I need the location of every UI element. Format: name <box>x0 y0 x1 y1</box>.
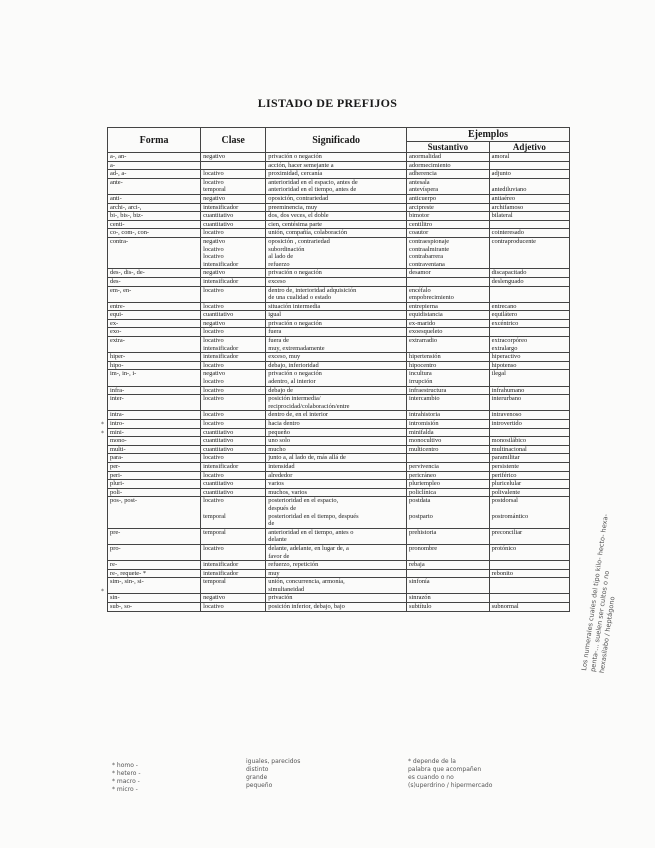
cell-sustantivo: hipertensión <box>407 353 490 362</box>
cell-significado: debajo de <box>266 386 407 395</box>
cell-adjetivo: intravenoso <box>489 411 569 420</box>
table-row <box>108 528 570 544</box>
cell-clase: locativo <box>201 454 266 463</box>
asterisk-mark: * <box>101 588 104 595</box>
prefix-table <box>107 127 570 612</box>
cell-significado: oposición , contrariedad subordinación al lado de refuerzo <box>266 237 407 268</box>
cell-significado: posición inferior, debajo, bajo <box>266 603 407 612</box>
page-title: LISTADO DE PREFIJOS <box>257 96 398 110</box>
cell-adjetivo: hiperactivo <box>489 353 569 362</box>
cell-adjetivo: antediluviano <box>489 178 569 194</box>
cell-adjetivo: pluricelular <box>489 480 569 489</box>
cell-clase: locativo <box>201 411 266 420</box>
cell-sustantivo: sinrazón <box>407 594 490 603</box>
table-row <box>108 302 570 311</box>
table-row <box>108 153 570 162</box>
cell-adjetivo: interurbano <box>489 395 569 411</box>
cell-adjetivo <box>489 220 569 229</box>
cell-adjetivo: polivalente <box>489 488 569 497</box>
handwritten-note-meanings: iguales, parecidos distinto grande pequeño <box>246 758 301 789</box>
cell-sustantivo: contraespionaje contraalmirante contrabarrera contraventana <box>407 237 490 268</box>
cell-significado: muchos, varios <box>266 488 407 497</box>
cell-adjetivo: persistente <box>489 462 569 471</box>
cell-forma: ex- <box>108 319 201 328</box>
cell-sustantivo: adherencia <box>407 170 490 179</box>
cell-adjetivo <box>489 286 569 302</box>
cell-sustantivo: postdata postparto <box>407 497 490 528</box>
cell-adjetivo: cointeresado <box>489 229 569 238</box>
cell-forma: a- <box>108 161 201 170</box>
table-row <box>108 361 570 370</box>
cell-sustantivo: minifalda <box>407 428 490 437</box>
cell-clase: locativo <box>201 302 266 311</box>
cell-forma: poli- <box>108 488 201 497</box>
cell-adjetivo <box>489 428 569 437</box>
cell-sustantivo: coautor <box>407 229 490 238</box>
cell-significado: proximidad, cercanía <box>266 170 407 179</box>
cell-forma: em-, en- <box>108 286 201 302</box>
cell-sustantivo: incultura irrupción <box>407 370 490 386</box>
table-row <box>108 337 570 353</box>
cell-significado: acción, hacer semejante a <box>266 161 407 170</box>
cell-sustantivo: policlínica <box>407 488 490 497</box>
cell-sustantivo: pervivencia <box>407 462 490 471</box>
cell-clase: cuantitativo <box>201 311 266 320</box>
cell-forma: contra- <box>108 237 201 268</box>
cell-sustantivo: intromisión <box>407 420 490 429</box>
header-ejemplos: Ejemplos <box>407 128 570 142</box>
cell-clase: cuantitativo <box>201 212 266 221</box>
cell-clase: cuantitativo <box>201 488 266 497</box>
cell-sustantivo: pluriempleo <box>407 480 490 489</box>
cell-clase: negativo <box>201 319 266 328</box>
header-adjetivo: Adjetivo <box>489 142 569 153</box>
cell-adjetivo: antiaéreo <box>489 194 569 203</box>
cell-sustantivo: monocultivo <box>407 437 490 446</box>
cell-forma: des-, dis-, de- <box>108 269 201 278</box>
cell-adjetivo: bilateral <box>489 212 569 221</box>
cell-forma: exo- <box>108 328 201 337</box>
cell-adjetivo: excéntrico <box>489 319 569 328</box>
cell-sustantivo: hipocentro <box>407 361 490 370</box>
cell-adjetivo: amoral <box>489 153 569 162</box>
cell-forma: infra- <box>108 386 201 395</box>
table-row <box>108 229 570 238</box>
handwritten-note-prefixes: * homo - * hetero - * macro - * micro - <box>112 762 141 793</box>
cell-significado: privación o negación adentro, al interior <box>266 370 407 386</box>
cell-clase: locativo temporal <box>201 497 266 528</box>
handwritten-note-numerals: Los numerales cuales del tipo kilo- hecto- hexa- penta-... suelen ser cultos o no hexasílabo / heptágono <box>580 513 617 674</box>
cell-clase: intensificador <box>201 277 266 286</box>
cell-adjetivo: extracorpóreo extralargo <box>489 337 569 353</box>
cell-clase: negativo <box>201 153 266 162</box>
cell-significado: hacia dentro <box>266 420 407 429</box>
cell-sustantivo <box>407 277 490 286</box>
cell-significado: privación o negación <box>266 153 407 162</box>
cell-adjetivo <box>489 578 569 594</box>
cell-significado: dos, dos veces, el doble <box>266 212 407 221</box>
cell-adjetivo <box>489 561 569 570</box>
cell-adjetivo: multinacional <box>489 445 569 454</box>
cell-forma: sim-, sin-, si- <box>108 578 201 594</box>
cell-clase: locativo <box>201 471 266 480</box>
cell-clase: locativo <box>201 603 266 612</box>
table-row <box>108 194 570 203</box>
cell-adjetivo: preconciliar <box>489 528 569 544</box>
cell-sustantivo: pronombre <box>407 544 490 560</box>
cell-sustantivo <box>407 569 490 578</box>
cell-forma: pos-, post- <box>108 497 201 528</box>
cell-significado: unión, concurrencia, armonía, simultaneidad <box>266 578 407 594</box>
table-row <box>108 497 570 528</box>
cell-forma: archi-, arci-, <box>108 203 201 212</box>
cell-adjetivo: protónico <box>489 544 569 560</box>
cell-adjetivo: paramilitar <box>489 454 569 463</box>
cell-sustantivo: intrahistoria <box>407 411 490 420</box>
cell-forma: sub-, so- <box>108 603 201 612</box>
cell-significado: privación o negación <box>266 269 407 278</box>
cell-adjetivo <box>489 161 569 170</box>
cell-forma: ante- <box>108 178 201 194</box>
cell-forma: ad-, a- <box>108 170 201 179</box>
cell-significado: debajo, inferioridad <box>266 361 407 370</box>
cell-forma: per- <box>108 462 201 471</box>
cell-adjetivo <box>489 328 569 337</box>
cell-clase: locativo <box>201 386 266 395</box>
cell-significado: varios <box>266 480 407 489</box>
table-row <box>108 319 570 328</box>
table-row <box>108 212 570 221</box>
header-significado: Significado <box>266 128 407 153</box>
cell-forma: inter- <box>108 395 201 411</box>
header-sustantivo: Sustantivo <box>407 142 490 153</box>
cell-clase: negativo locativo locativo intensificador <box>201 237 266 268</box>
cell-clase: locativo temporal <box>201 178 266 194</box>
cell-significado: cien, centésima parte <box>266 220 407 229</box>
cell-sustantivo: anormalidad <box>407 153 490 162</box>
cell-forma: pro- <box>108 544 201 560</box>
cell-significado: fuera <box>266 328 407 337</box>
table-row <box>108 370 570 386</box>
cell-adjetivo <box>489 594 569 603</box>
cell-significado: unión, compañía, colaboración <box>266 229 407 238</box>
table-row <box>108 420 570 429</box>
cell-sustantivo: anticuerpo <box>407 194 490 203</box>
cell-sustantivo: prehistoria <box>407 528 490 544</box>
cell-significado: fuera de muy, extremadamente <box>266 337 407 353</box>
cell-adjetivo: entrecano <box>489 302 569 311</box>
cell-clase: negativo locativo <box>201 370 266 386</box>
cell-significado: privación o negación <box>266 319 407 328</box>
cell-forma: a-, an- <box>108 153 201 162</box>
cell-sustantivo: infraestructura <box>407 386 490 395</box>
cell-forma: centi- <box>108 220 201 229</box>
table-row <box>108 578 570 594</box>
table-row <box>108 269 570 278</box>
cell-clase: locativo <box>201 544 266 560</box>
cell-sustantivo: encéfalo empobrecimiento <box>407 286 490 302</box>
table-row <box>108 220 570 229</box>
asterisk-mark: * <box>101 430 104 437</box>
cell-forma: mono- <box>108 437 201 446</box>
cell-clase: intensificador <box>201 203 266 212</box>
cell-significado: dentro de, interioridad adquisición de una cualidad o estado <box>266 286 407 302</box>
table-row <box>108 454 570 463</box>
cell-clase: temporal <box>201 578 266 594</box>
cell-sustantivo: equidistancia <box>407 311 490 320</box>
cell-adjetivo: adjunto <box>489 170 569 179</box>
cell-forma: pluri- <box>108 480 201 489</box>
cell-sustantivo: entrepierna <box>407 302 490 311</box>
cell-significado: dentro de, en el interior <box>266 411 407 420</box>
cell-significado: junto a, al lado de, más allá de <box>266 454 407 463</box>
cell-forma: peri- <box>108 471 201 480</box>
cell-adjetivo: periférico <box>489 471 569 480</box>
cell-sustantivo: exoesqueleto <box>407 328 490 337</box>
table-row <box>108 311 570 320</box>
table-row <box>108 328 570 337</box>
cell-forma: re-, requete- * <box>108 569 201 578</box>
table-row <box>108 237 570 268</box>
header-clase: Clase <box>201 128 266 153</box>
cell-sustantivo: extrarradio <box>407 337 490 353</box>
cell-forma: hiper- <box>108 353 201 362</box>
cell-clase: cuantitativo <box>201 437 266 446</box>
cell-clase: cuantitativo <box>201 445 266 454</box>
cell-sustantivo: desamor <box>407 269 490 278</box>
cell-adjetivo: infrahumano <box>489 386 569 395</box>
table-row <box>108 445 570 454</box>
table-row <box>108 544 570 560</box>
cell-significado: delante, adelante, en lugar de, a favor de <box>266 544 407 560</box>
cell-forma: co-, com-, con- <box>108 229 201 238</box>
cell-forma: sin- <box>108 594 201 603</box>
cell-significado: preeminencia, muy <box>266 203 407 212</box>
cell-clase: intensificador <box>201 353 266 362</box>
cell-sustantivo <box>407 454 490 463</box>
cell-clase: negativo <box>201 594 266 603</box>
cell-forma: para- <box>108 454 201 463</box>
table-row <box>108 203 570 212</box>
table-row <box>108 471 570 480</box>
handwritten-note-depends: * depende de la palabra que acompañen es cuando o no (s)uperdrino / hipermercado <box>408 758 493 789</box>
cell-significado: exceso <box>266 277 407 286</box>
table-row <box>108 561 570 570</box>
cell-forma: pre- <box>108 528 201 544</box>
cell-clase: negativo <box>201 194 266 203</box>
cell-forma: equi- <box>108 311 201 320</box>
table-row <box>108 395 570 411</box>
cell-forma: multi- <box>108 445 201 454</box>
header-forma: Forma <box>108 128 201 153</box>
table-row <box>108 569 570 578</box>
table-row <box>108 161 570 170</box>
cell-adjetivo: monosilábico <box>489 437 569 446</box>
cell-forma: bi-, bis-, biz- <box>108 212 201 221</box>
cell-sustantivo: intercambio <box>407 395 490 411</box>
cell-significado: uno solo <box>266 437 407 446</box>
cell-significado: intensidad <box>266 462 407 471</box>
cell-forma: re- <box>108 561 201 570</box>
cell-clase: locativo <box>201 286 266 302</box>
cell-adjetivo: subnormal <box>489 603 569 612</box>
cell-clase: cuantitativo <box>201 428 266 437</box>
cell-significado: pequeño <box>266 428 407 437</box>
cell-clase: locativo intensificador <box>201 337 266 353</box>
cell-clase: locativo <box>201 420 266 429</box>
cell-forma: hipo- <box>108 361 201 370</box>
cell-clase: locativo <box>201 395 266 411</box>
cell-clase: locativo <box>201 328 266 337</box>
cell-clase: intensificador <box>201 561 266 570</box>
table-row <box>108 488 570 497</box>
table-row <box>108 353 570 362</box>
cell-sustantivo: pericráneo <box>407 471 490 480</box>
cell-adjetivo: hipotenso <box>489 361 569 370</box>
cell-significado: exceso, muy <box>266 353 407 362</box>
cell-clase: intensificador <box>201 569 266 578</box>
table-row <box>108 462 570 471</box>
table-row <box>108 411 570 420</box>
cell-sustantivo: multicentro <box>407 445 490 454</box>
cell-sustantivo: centilitro <box>407 220 490 229</box>
cell-sustantivo: adormecimiento <box>407 161 490 170</box>
table-row <box>108 386 570 395</box>
cell-significado: privación <box>266 594 407 603</box>
cell-adjetivo: equilátero <box>489 311 569 320</box>
cell-sustantivo: antesala antevíspera <box>407 178 490 194</box>
cell-significado: alrededor <box>266 471 407 480</box>
cell-clase: locativo <box>201 229 266 238</box>
cell-sustantivo: subtítulo <box>407 603 490 612</box>
cell-clase: intensificador <box>201 462 266 471</box>
cell-sustantivo: rebaja <box>407 561 490 570</box>
cell-forma: im-, in-, i- <box>108 370 201 386</box>
cell-adjetivo: deslenguado <box>489 277 569 286</box>
table-row <box>108 277 570 286</box>
table-row <box>108 480 570 489</box>
cell-clase: locativo <box>201 170 266 179</box>
cell-sustantivo: bimotor <box>407 212 490 221</box>
cell-significado: igual <box>266 311 407 320</box>
cell-clase: locativo <box>201 361 266 370</box>
cell-significado: oposición, contrariedad <box>266 194 407 203</box>
table-row <box>108 437 570 446</box>
cell-significado: muy <box>266 569 407 578</box>
table-row <box>108 594 570 603</box>
table-row <box>108 286 570 302</box>
cell-significado: posición intermedia/ reciprocidad/colaboración/entre <box>266 395 407 411</box>
cell-adjetivo: archifamoso <box>489 203 569 212</box>
cell-significado: mucho <box>266 445 407 454</box>
table-row <box>108 428 570 437</box>
cell-significado: anterioridad en el tiempo, antes o delante <box>266 528 407 544</box>
cell-forma: intro- <box>108 420 201 429</box>
cell-significado: refuerzo, repetición <box>266 561 407 570</box>
cell-sustantivo: arcipreste <box>407 203 490 212</box>
table-row <box>108 178 570 194</box>
asterisk-mark: * <box>101 421 104 428</box>
cell-adjetivo: introvertido <box>489 420 569 429</box>
cell-clase: negativo <box>201 269 266 278</box>
cell-forma: anti- <box>108 194 201 203</box>
cell-clase: cuantitativo <box>201 480 266 489</box>
cell-adjetivo: contraproducente <box>489 237 569 268</box>
cell-forma: intra- <box>108 411 201 420</box>
table-row <box>108 603 570 612</box>
cell-sustantivo: sinfonía <box>407 578 490 594</box>
cell-forma: des- <box>108 277 201 286</box>
cell-sustantivo: ex-marido <box>407 319 490 328</box>
cell-adjetivo: postdorsal postromántico <box>489 497 569 528</box>
cell-significado: situación intermedia <box>266 302 407 311</box>
table-row <box>108 170 570 179</box>
cell-forma: extra- <box>108 337 201 353</box>
cell-clase: cuantitativo <box>201 220 266 229</box>
cell-adjetivo: rebonito <box>489 569 569 578</box>
cell-forma: mini- <box>108 428 201 437</box>
cell-forma: entre- <box>108 302 201 311</box>
cell-adjetivo: ilegal <box>489 370 569 386</box>
cell-significado: posterioridad en el espacio, después de posterioridad en el tiempo, después de <box>266 497 407 528</box>
cell-adjetivo: discapacitado <box>489 269 569 278</box>
cell-clase: temporal <box>201 528 266 544</box>
cell-clase <box>201 161 266 170</box>
cell-significado: anterioridad en el espacio, antes de anterioridad en el tiempo, antes de <box>266 178 407 194</box>
